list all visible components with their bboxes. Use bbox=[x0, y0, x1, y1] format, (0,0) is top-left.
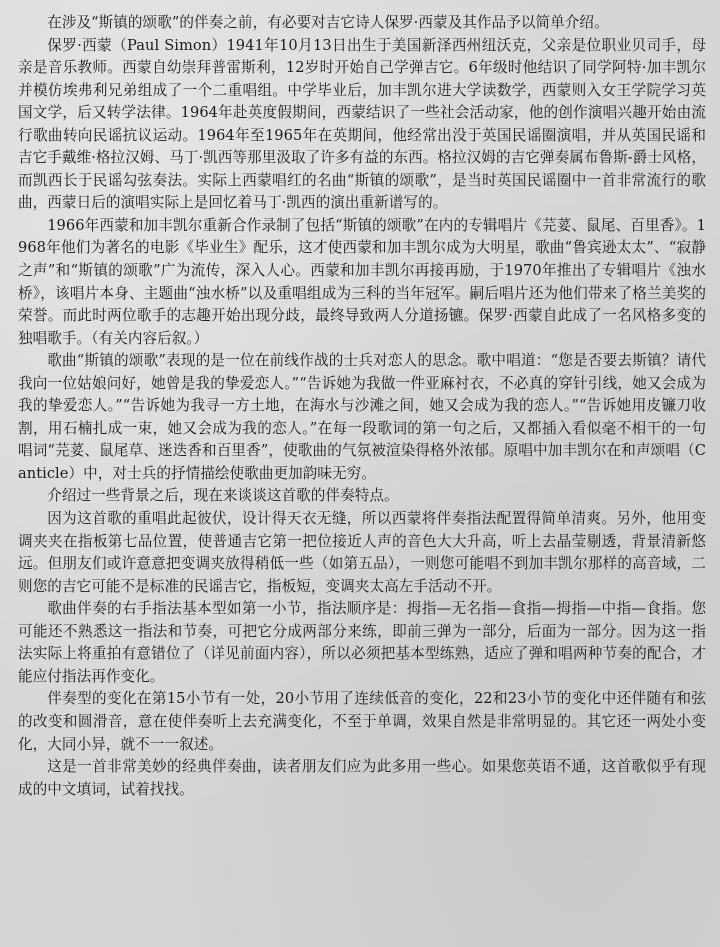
paragraph-closing: 这是一首非常美妙的经典伴奏曲，读者朋友们应为此多用一些心。如果您英语不通，这首歌似乎有现成的中文填词，试着找找。 bbox=[18, 758, 706, 798]
article-body bbox=[18, 12, 706, 801]
paragraph-song-meaning: 歌曲“斯镇的颂歌”表现的是一位在前线作战的士兵对恋人的思念。歌中唱道：“您是否要去斯镇？请代我向一位姑娘问好，她曾是我的挚爱恋人。”“告诉她为我做一件亚麻衬衣，不必真的穿针引线，她又会成为我的挚爱恋人。”“告诉她为我寻一方土地，在海水与沙滩之间，她又会成为我的恋人。”“告诉她用皮镰刀收割，用石楠扎成一束，她又会成为我的恋人。”在每一段歌词的第一句之后，又都插入看似毫不相干的一句唱词“芫荽、鼠尾草、迷迭香和百里香”，使歌曲的气氛被渲染得格外浓郁。原唱中加丰凯尔在和声颂唱（Canticle）中，对士兵的抒情描绘使歌曲更加韵味无穷。 bbox=[18, 352, 706, 482]
paragraph-transition: 介绍过一些背景之后，现在来谈谈这首歌的伴奏特点。 bbox=[47, 487, 399, 505]
paragraph-intro: 在涉及“斯镇的颂歌”的伴奏之前，有必要对吉它诗人保罗·西蒙及其作品予以简单介绍。 bbox=[47, 14, 609, 31]
paragraph-variations: 伴奏型的变化在第15小节有一处，20小节用了连续低音的变化，22和23小节的变化中还伴随有和弦的改变和圆滑音，意在使伴奏听上去充满变化，不至于单调，效果自然是非常明显的。其它还一两处小变化，大同小异，就不一一叙述。 bbox=[18, 690, 706, 753]
paragraph-career: 1966年西蒙和加丰凯尔重新合作录制了包括“斯镇的颂歌”在内的专辑唱片《芫荽、鼠尾、百里香》。1968年他们为著名的电影《毕业生》配乐，这才使西蒙和加丰凯尔成为大明星，歌曲“鲁宾逊太太”、“寂静之声”和“斯镇的颂歌”广为流传，深入人心。西蒙和加丰凯尔再接再励，于1970年推出了专辑唱片《浊水桥》，该唱片本身、主题曲“浊水桥”以及重唱组成为三科的当年冠军。嗣后唱片还为他们带来了格兰美奖的荣誉。而此时两位歌手的志趣开始出现分歧，最终导致两人分道扬镳。保罗·西蒙自此成了一名风格多变的独唱歌手。（有关内容后叙。） bbox=[18, 216, 706, 347]
paragraph-capo: 因为这首歌的重唱此起彼伏，设计得天衣无缝，所以西蒙将伴奏指法配置得简单清爽。另外，他用变调夹夹在指板第七品位置，使普通吉它第一把位接近人声的音色大大升高，听上去晶莹剔透，背景清新悠远。但朋友们或许意意把变调夹放得稍低一些（如第五品），一则您可能唱不到加丰凯尔那样的高音域，二则您的吉它可能不是标准的民谣吉它，指板短，变调夹太高左手活动不开。 bbox=[18, 510, 706, 595]
paragraph-biography: 保罗·西蒙（Paul Simon）1941年10月13日出生于美国新泽西州纽沃克，父亲是位职业贝司手，母亲是音乐教师。西蒙自幼崇拜普雷斯利，12岁时开始自己学弹吉它。6年级时他结识了同学阿特·加丰凯尔并模仿埃弗利兄弟组成了一个二重唱组。中学毕业后，加丰凯尔进大学读数学，西蒙则入女王学院学习英国文学，后又转学法律。1964年赴英度假期间，西蒙结识了一些社会活动家，他的创作演唱兴趣开始由流行歌曲转向民谣抗议运动。1964年至1965年在英期间，他经常出没于英国民谣圈演唱，并从英国民谣和吉它手戴维·格拉汉姆、马丁·凯西等那里汲取了许多有益的东西。格拉汉姆的吉它弹奏属布鲁斯-爵士风格，而凯西长于民谣勾弦奏法。实际上西蒙唱红的名曲“斯镇的颂歌”，是当时英国民谣圈中一首非常流行的歌曲，西蒙日后的演唱实际上是回忆着马丁·凯西的演出重新谱写的。 bbox=[18, 36, 706, 212]
paragraph-fingering: 歌曲伴奏的右手指法基本型如第一小节，指法顺序是：拇指—无名指—食指—拇指—中指—食指。您可能还不熟悉这一指法和节奏，可把它分成两部分来练，即前三弹为一部分，后面为一部分。因为这一指法实际上将重拍有意错位了（详见前面内容），所以必须把基本型练熟，适应了弹和唱两种节奏的配合，才能应付指法再作变化。 bbox=[18, 600, 706, 685]
